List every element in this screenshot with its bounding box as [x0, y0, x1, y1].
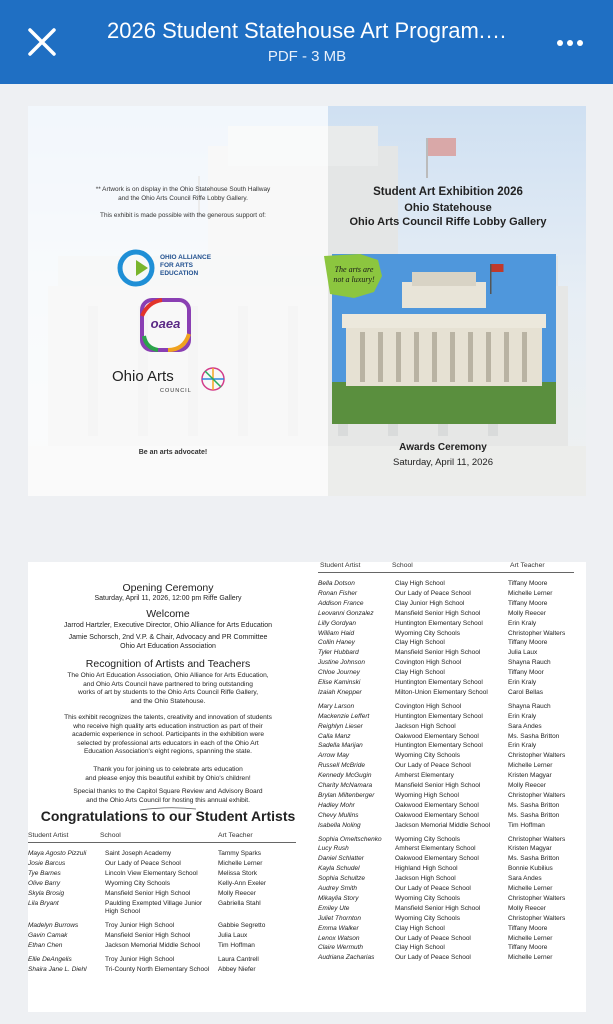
title-line2: Ohio Statehouse [404, 202, 492, 214]
welcome-title: Welcome [146, 608, 190, 620]
artist-school: Mansfield Senior High School [105, 889, 191, 897]
artist-name: Josie Barcus [28, 859, 66, 867]
more-options-icon[interactable] [555, 38, 585, 48]
opening-title: Opening Ceremony [122, 582, 214, 594]
art-teacher: Michelle Lerner [508, 762, 553, 770]
artist-school: Mansfield Senior High School [395, 649, 481, 657]
artist-school: Clay High School [395, 580, 445, 587]
artist-school: Covington High School [395, 702, 462, 710]
artist-school: Oakwood Elementary School [395, 855, 479, 863]
artist-school: Oakwood Elementary School [395, 732, 479, 740]
pdf-page-cover [28, 106, 586, 496]
art-teacher: Michelle Lerner [508, 885, 553, 892]
art-teacher: Shayna Rauch [508, 659, 551, 667]
art-teacher: Ms. Sasha Britton [508, 801, 560, 809]
ohio-arts-text: Ohio Arts [112, 368, 174, 385]
advocate-text: Be an arts advocate! [138, 449, 208, 456]
exhibition-title [328, 186, 568, 228]
recognition-title: Recognition of Artists and Teachers [85, 658, 251, 670]
art-teacher: Julia Laux [218, 932, 248, 940]
right-col-student-header: Student Artist [320, 562, 361, 569]
art-teacher: Abbey Niefer [218, 965, 256, 973]
art-teacher: Erin Kraly [508, 742, 537, 750]
artist-name: Emma Walker [318, 924, 359, 932]
council-text: COUNCIL [160, 388, 192, 394]
art-teacher: Bonnie Kubilius [508, 865, 553, 873]
awards-title: Awards Ceremony [399, 442, 487, 453]
display-note-line1: ** Artwork is on display in the Ohio Statehouse South Hallway [95, 186, 271, 193]
left-col-school-header: School [100, 832, 121, 839]
artist-name: Maya Agosto Pizzuli [28, 850, 87, 857]
artist-school: Wyoming City Schools [395, 894, 460, 902]
art-teacher: Julia Laux [508, 649, 538, 657]
para4 [28, 788, 308, 805]
artist-school: Wyoming City Schools [395, 752, 460, 760]
welcome-line2: Jamie Schorsch, 2nd V.P. & Chair, Advocacy and PR Committee [68, 634, 268, 641]
artist-name: Ethan Chen [28, 942, 63, 950]
art-teacher: Erin Kraly [508, 712, 537, 720]
art-teacher: Tiffany Moore [508, 944, 548, 952]
artist-school: Tri-County North Elementary School [105, 965, 210, 973]
support-note: This exhibit is made possible with the generous support of: [100, 212, 266, 219]
council-star-icon [200, 366, 226, 392]
para1 [28, 672, 308, 706]
art-teacher: Molly Reecer [508, 782, 546, 789]
art-teacher: Christopher Walters [508, 835, 566, 843]
artist-name: Ronan Fisher [318, 589, 358, 597]
left-col-student-header: Student Artist [28, 832, 69, 839]
document-viewport[interactable] [0, 84, 613, 1024]
artist-school: Mansfield Senior High School [395, 609, 481, 617]
artist-school: Clay Junior High School [395, 599, 465, 607]
ohio-alliance-logo [116, 246, 226, 290]
art-teacher: Tim Hoffman [218, 942, 255, 950]
artist-name: Juliet Thornton [318, 914, 361, 922]
para2-line: selected by professional arts educators in each of the Ohio Art [77, 739, 259, 747]
para1-line: and Ohio Arts Council have partnered to bring outstanding [83, 680, 253, 688]
artist-name: Brylan Miltenberger [318, 791, 375, 799]
artist-name: Chloe Journey [318, 669, 360, 677]
art-teacher: Michelle Lerner [508, 589, 553, 597]
badge-text-1: The arts are [334, 265, 374, 274]
right-table-rule [318, 572, 574, 573]
viewer-header [0, 0, 613, 84]
title-line3: Ohio Arts Council Riffe Lobby Gallery [349, 216, 547, 228]
para1-line: The Ohio Art Education Association, Ohio Alliance for Arts Education, [67, 672, 269, 679]
awards-block [368, 442, 518, 468]
artist-name: Elise Kaminski [318, 679, 361, 686]
welcome-line3: Ohio Art Education Association [120, 643, 216, 650]
welcome-line1: Jarrod Hartzler, Executive Director, Ohio Alliance for Arts Education [63, 622, 273, 629]
para3-line: Thank you for joining us to celebrate arts education [93, 766, 243, 773]
artist-school: Paulding Exempted Village Junior High School [105, 899, 203, 915]
artist-name: Mikaylia Story [318, 894, 359, 902]
art-teacher: Tiffany Moore [508, 599, 548, 607]
art-teacher: Tim Hoffman [508, 821, 545, 829]
artist-school: Huntington Elementary School [395, 619, 483, 627]
artist-school: Our Lady of Peace School [105, 859, 181, 867]
alliance-text-1: OHIO ALLIANCE [160, 254, 212, 261]
display-note-line2: and the Ohio Arts Council Riffe Lobby Gallery. [118, 195, 248, 202]
artist-school: Wyoming City Schools [395, 629, 460, 637]
artist-name: Mary Larson [318, 702, 355, 710]
art-teacher: Molly Reecer [218, 889, 256, 897]
artist-school: Clay High School [395, 669, 445, 677]
left-col-teacher-header: Art Teacher [218, 832, 253, 839]
art-teacher: Tiffany Moore [508, 924, 548, 932]
artist-school: Oakwood Elementary School [395, 811, 479, 819]
artist-name: Ellie DeAngelis [28, 956, 72, 963]
oaea-text: oaea [150, 316, 181, 331]
artist-school: Our Lady of Peace School [395, 954, 471, 962]
artist-school: Our Lady of Peace School [395, 934, 471, 942]
art-teacher: Erin Kraly [508, 679, 537, 686]
artist-name: Lenox Watson [318, 934, 360, 942]
artist-name: Skyla Brosig [28, 889, 65, 897]
art-teacher: Tammy Sparks [218, 850, 261, 857]
art-teacher: Kelly-Ann Exeler [218, 879, 267, 887]
artist-school: Jackson Memorial Middle School [395, 821, 491, 829]
artist-school: Jackson Memorial Middle School [105, 942, 201, 950]
art-teacher: Gabriella Stahl [218, 899, 261, 907]
artist-name: Leovanni Gonzalez [318, 609, 374, 617]
alliance-text-3: EDUCATION [160, 270, 199, 278]
artist-name: Kayla Schudel [318, 865, 360, 873]
art-teacher: Michelle Lerner [508, 954, 553, 962]
artist-name: Arrow May [318, 752, 350, 760]
artist-school: Wyoming City Schools [395, 914, 460, 922]
artist-name: Sadella Marijan [318, 742, 363, 750]
art-teacher: Michelle Lerner [508, 934, 553, 942]
art-teacher: Christopher Walters [508, 914, 566, 922]
artist-name: Daniel Schlatter [318, 855, 364, 863]
art-teacher: Michelle Lerner [218, 859, 263, 867]
artist-name: Lucy Rush [318, 845, 349, 853]
art-teacher: Erin Kraly [508, 619, 537, 627]
artist-school: Mansfield Senior High School [395, 904, 481, 912]
artist-school: Our Lady of Peace School [395, 885, 471, 892]
badge-text-2: not a luxury! [333, 275, 375, 284]
ohio-arts-council-logo [112, 364, 232, 402]
artist-name: Russell McBride [318, 762, 365, 770]
para2 [28, 714, 308, 757]
artist-name: Claire Wermuth [318, 944, 364, 952]
artist-school: Mansfield Senior High School [105, 932, 191, 940]
close-icon[interactable] [24, 24, 60, 60]
art-teacher: Ms. Sasha Britton [508, 855, 560, 863]
artist-name: Lilly Gordyan [318, 619, 356, 627]
art-teacher: Tiffany Moore [508, 639, 548, 647]
artist-name: Audrey Smith [318, 885, 358, 892]
artist-name: Tyler Hubbard [318, 649, 359, 657]
art-teacher: Kristen Magyar [508, 845, 552, 853]
art-teacher: Gabbie Segretto [218, 922, 266, 930]
para3-line: and please enjoy this beautiful exhibit by Ohio's children! [85, 774, 251, 782]
right-col-teacher-header: Art Teacher [510, 562, 545, 569]
artist-name: Mackenzie Leffert [318, 712, 370, 720]
pdf-page-program [28, 562, 586, 1012]
art-teacher: Shayna Rauch [508, 702, 551, 710]
artist-school: Clay High School [395, 944, 445, 952]
artist-name: Kennedy McGugin [318, 772, 372, 780]
artist-name: Charity McNamara [318, 782, 373, 789]
artist-name: Lila Bryant [28, 899, 59, 907]
art-teacher: Ms. Sasha Britton [508, 811, 560, 819]
art-teacher: Tiffany Moore [508, 580, 548, 587]
artist-school: Clay High School [395, 924, 445, 932]
artist-school: Huntington Elementary School [395, 679, 483, 686]
artist-school: Oakwood Elementary School [395, 801, 479, 809]
para2-line: Education Association's eight regions, spanning the state. [83, 748, 253, 756]
artist-school: Covington High School [395, 659, 462, 667]
artist-name: Olive Barry [28, 879, 61, 887]
artist-school: Highland High School [395, 865, 458, 873]
oaea-logo [138, 296, 193, 354]
artist-school: Our Lady of Peace School [395, 589, 471, 597]
artist-school: Huntington Elementary School [395, 712, 483, 720]
para2-line: academic experience in school. Participants in the exhibition were [71, 731, 265, 739]
title-line1: Student Art Exhibition 2026 [373, 186, 523, 198]
artist-school: Clay High School [395, 639, 445, 647]
artist-school: Troy Junior High School [105, 922, 175, 930]
artist-name: Izaiah Knepper [318, 688, 362, 696]
art-teacher: Kristen Magyar [508, 772, 552, 780]
art-teacher: Sara Andes [508, 722, 542, 730]
para1-line: works of art by students to the Ohio Arts Council Riffe Gallery, [77, 689, 259, 697]
artist-school: Saint Joseph Academy [105, 850, 172, 857]
para4-line: and the Ohio Arts Council for hosting this annual exhibit. [86, 796, 250, 804]
artist-school: Wyoming City Schools [105, 879, 170, 887]
alliance-text-2: FOR ARTS [160, 262, 193, 270]
artist-school: Mansfield Senior High School [395, 782, 481, 789]
artist-school: Troy Junior High School [105, 956, 175, 963]
art-teacher: Laura Cantrell [218, 956, 259, 963]
para2-line: This exhibit recognizes the talents, creativity and innovation of students [64, 714, 272, 721]
opening-date: Saturday, April 11, 2026, 12:00 pm Riffe Gallery [94, 595, 242, 602]
artist-school: Amherst Elementary School [395, 845, 476, 853]
artist-school: Wyoming City Schools [395, 835, 460, 843]
awards-date: Saturday, April 11, 2026 [393, 457, 493, 468]
alliance-circle-icon [116, 248, 156, 288]
para1-line: and the Ohio Statehouse. [130, 697, 206, 705]
art-teacher: Sara Andes [508, 875, 542, 883]
document-subtitle: PDF - 3 MB [267, 48, 347, 65]
art-teacher: Carol Bellas [508, 688, 544, 696]
artist-school: Jackson High School [395, 875, 456, 883]
artist-school: Huntington Elementary School [395, 742, 483, 750]
artist-school: Milton-Union Elementary School [395, 688, 488, 696]
ohio-shape-badge [320, 252, 390, 300]
art-teacher: Molly Reecer [508, 609, 546, 617]
artist-name: Bella Dotson [318, 580, 355, 587]
artist-name: Justine Johnson [318, 659, 365, 667]
art-teacher: Ms. Sasha Britton [508, 732, 560, 740]
document-title: 2026 Student Statehouse Art Program.… [107, 18, 507, 43]
art-teacher: Tiffany Moor [508, 669, 544, 677]
artist-name: Audriana Zacharias [318, 954, 375, 962]
art-teacher: Christopher Walters [508, 791, 566, 799]
artist-name: Sophia Schultze [318, 875, 365, 883]
artist-name: Shaira Jane L. Diehl [28, 965, 87, 973]
artist-school: Our Lady of Peace School [395, 762, 471, 770]
para2-line: who receive high quality arts education instruction as part of their [73, 722, 263, 730]
artist-school: Jackson High School [395, 722, 456, 730]
art-teacher: Christopher Walters [508, 894, 566, 902]
artist-name: Sophia Omeltschenko [318, 835, 382, 843]
artist-name: Addison France [318, 599, 364, 607]
right-col-school-header: School [392, 562, 413, 569]
artist-school: Lincoln View Elementary School [105, 869, 198, 877]
congrats-title: Congratulations to our Student Artists [40, 808, 296, 824]
art-teacher: Christopher Walters [508, 752, 566, 760]
artist-name: Chevy Mullins [318, 811, 359, 819]
artist-name: William Haid [318, 629, 355, 637]
art-teacher: Melissa Stork [218, 869, 258, 877]
para4-line: Special thanks to the Capitol Square Review and Advisory Board [73, 788, 263, 795]
art-teacher: Christopher Walters [508, 629, 566, 637]
artist-name: Calla Manz [318, 732, 351, 740]
artist-name: Madelyn Burrows [28, 922, 79, 930]
artist-name: Gavin Camak [28, 932, 68, 940]
artist-name: Collin Haney [318, 639, 355, 647]
artist-name: Isabella Noling [318, 821, 361, 829]
artist-school: Wyoming High School [395, 791, 459, 799]
artist-name: Hadley Mohr [318, 801, 355, 809]
art-teacher: Molly Reecer [508, 904, 546, 912]
artist-name: Tye Barnes [28, 869, 61, 877]
artist-name: Emiley Ute [318, 904, 350, 912]
artist-school: Amherst Elementary [395, 772, 454, 780]
para3 [28, 766, 308, 783]
artist-name: Reighlyn Lieser [318, 722, 363, 730]
left-table-rule [28, 842, 296, 843]
